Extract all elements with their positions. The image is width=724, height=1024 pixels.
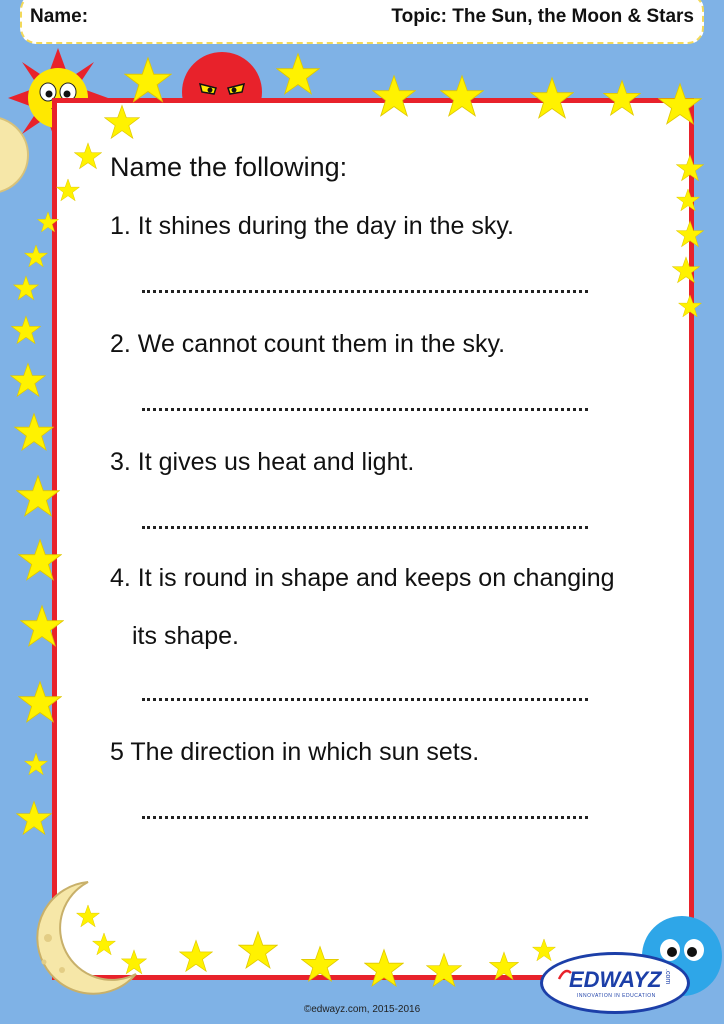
logo-tagline: INNOVATION IN EDUCATION (577, 993, 656, 999)
star-icon (16, 474, 60, 518)
star-icon (658, 82, 702, 126)
star-icon (426, 952, 462, 988)
question-3: 3. It gives us heat and light. (110, 448, 415, 476)
answer-line-2[interactable] (142, 408, 588, 411)
star-icon (179, 939, 213, 973)
name-label: Name: (30, 6, 89, 27)
star-icon (238, 930, 278, 970)
answer-line-3[interactable] (142, 526, 588, 529)
star-icon (11, 315, 41, 345)
question-2: 2. We cannot count them in the sky. (110, 330, 506, 358)
star-icon (14, 412, 54, 452)
star-icon (672, 256, 700, 284)
star-icon (18, 680, 62, 724)
star-icon (532, 938, 556, 962)
star-icon (530, 76, 574, 120)
star-icon (676, 220, 704, 248)
star-icon (676, 188, 700, 212)
star-icon (24, 752, 48, 776)
star-icon (13, 275, 39, 301)
question-4: 4. It is round in shape and keeps on changing (110, 564, 615, 592)
star-icon (74, 142, 102, 170)
star-icon (678, 294, 702, 318)
star-icon (24, 244, 48, 268)
star-icon (20, 604, 64, 648)
star-icon (440, 74, 484, 118)
header-bar (20, 0, 704, 44)
star-icon (18, 538, 62, 582)
logo-text: EDWAYZ (569, 967, 662, 992)
star-icon (603, 79, 641, 117)
star-icon (56, 178, 80, 202)
star-icon (276, 52, 320, 96)
logo-suffix: .com (664, 969, 671, 985)
question-4-continuation: its shape. (132, 622, 240, 650)
answer-line-1[interactable] (142, 290, 588, 293)
answer-line-5[interactable] (142, 816, 588, 819)
star-icon (104, 104, 140, 140)
question-5: 5 The direction in which sun sets. (110, 738, 480, 766)
star-icon (372, 74, 416, 118)
star-icon (364, 948, 404, 988)
instruction-heading: Name the following: (110, 152, 348, 182)
star-icon (301, 945, 339, 983)
star-icon (489, 951, 519, 981)
star-icon (124, 56, 172, 104)
question-1: 1. It shines during the day in the sky. (110, 212, 514, 240)
star-icon (37, 211, 59, 233)
star-icon (676, 154, 704, 182)
topic-label: Topic: The Sun, the Moon & Stars (391, 6, 694, 27)
answer-line-4[interactable] (142, 698, 588, 701)
star-icon (10, 362, 46, 398)
star-icon (16, 800, 52, 836)
copyright-text: ©edwayz.com, 2015-2016 (303, 1004, 421, 1015)
crescent-moon-icon (18, 878, 138, 998)
